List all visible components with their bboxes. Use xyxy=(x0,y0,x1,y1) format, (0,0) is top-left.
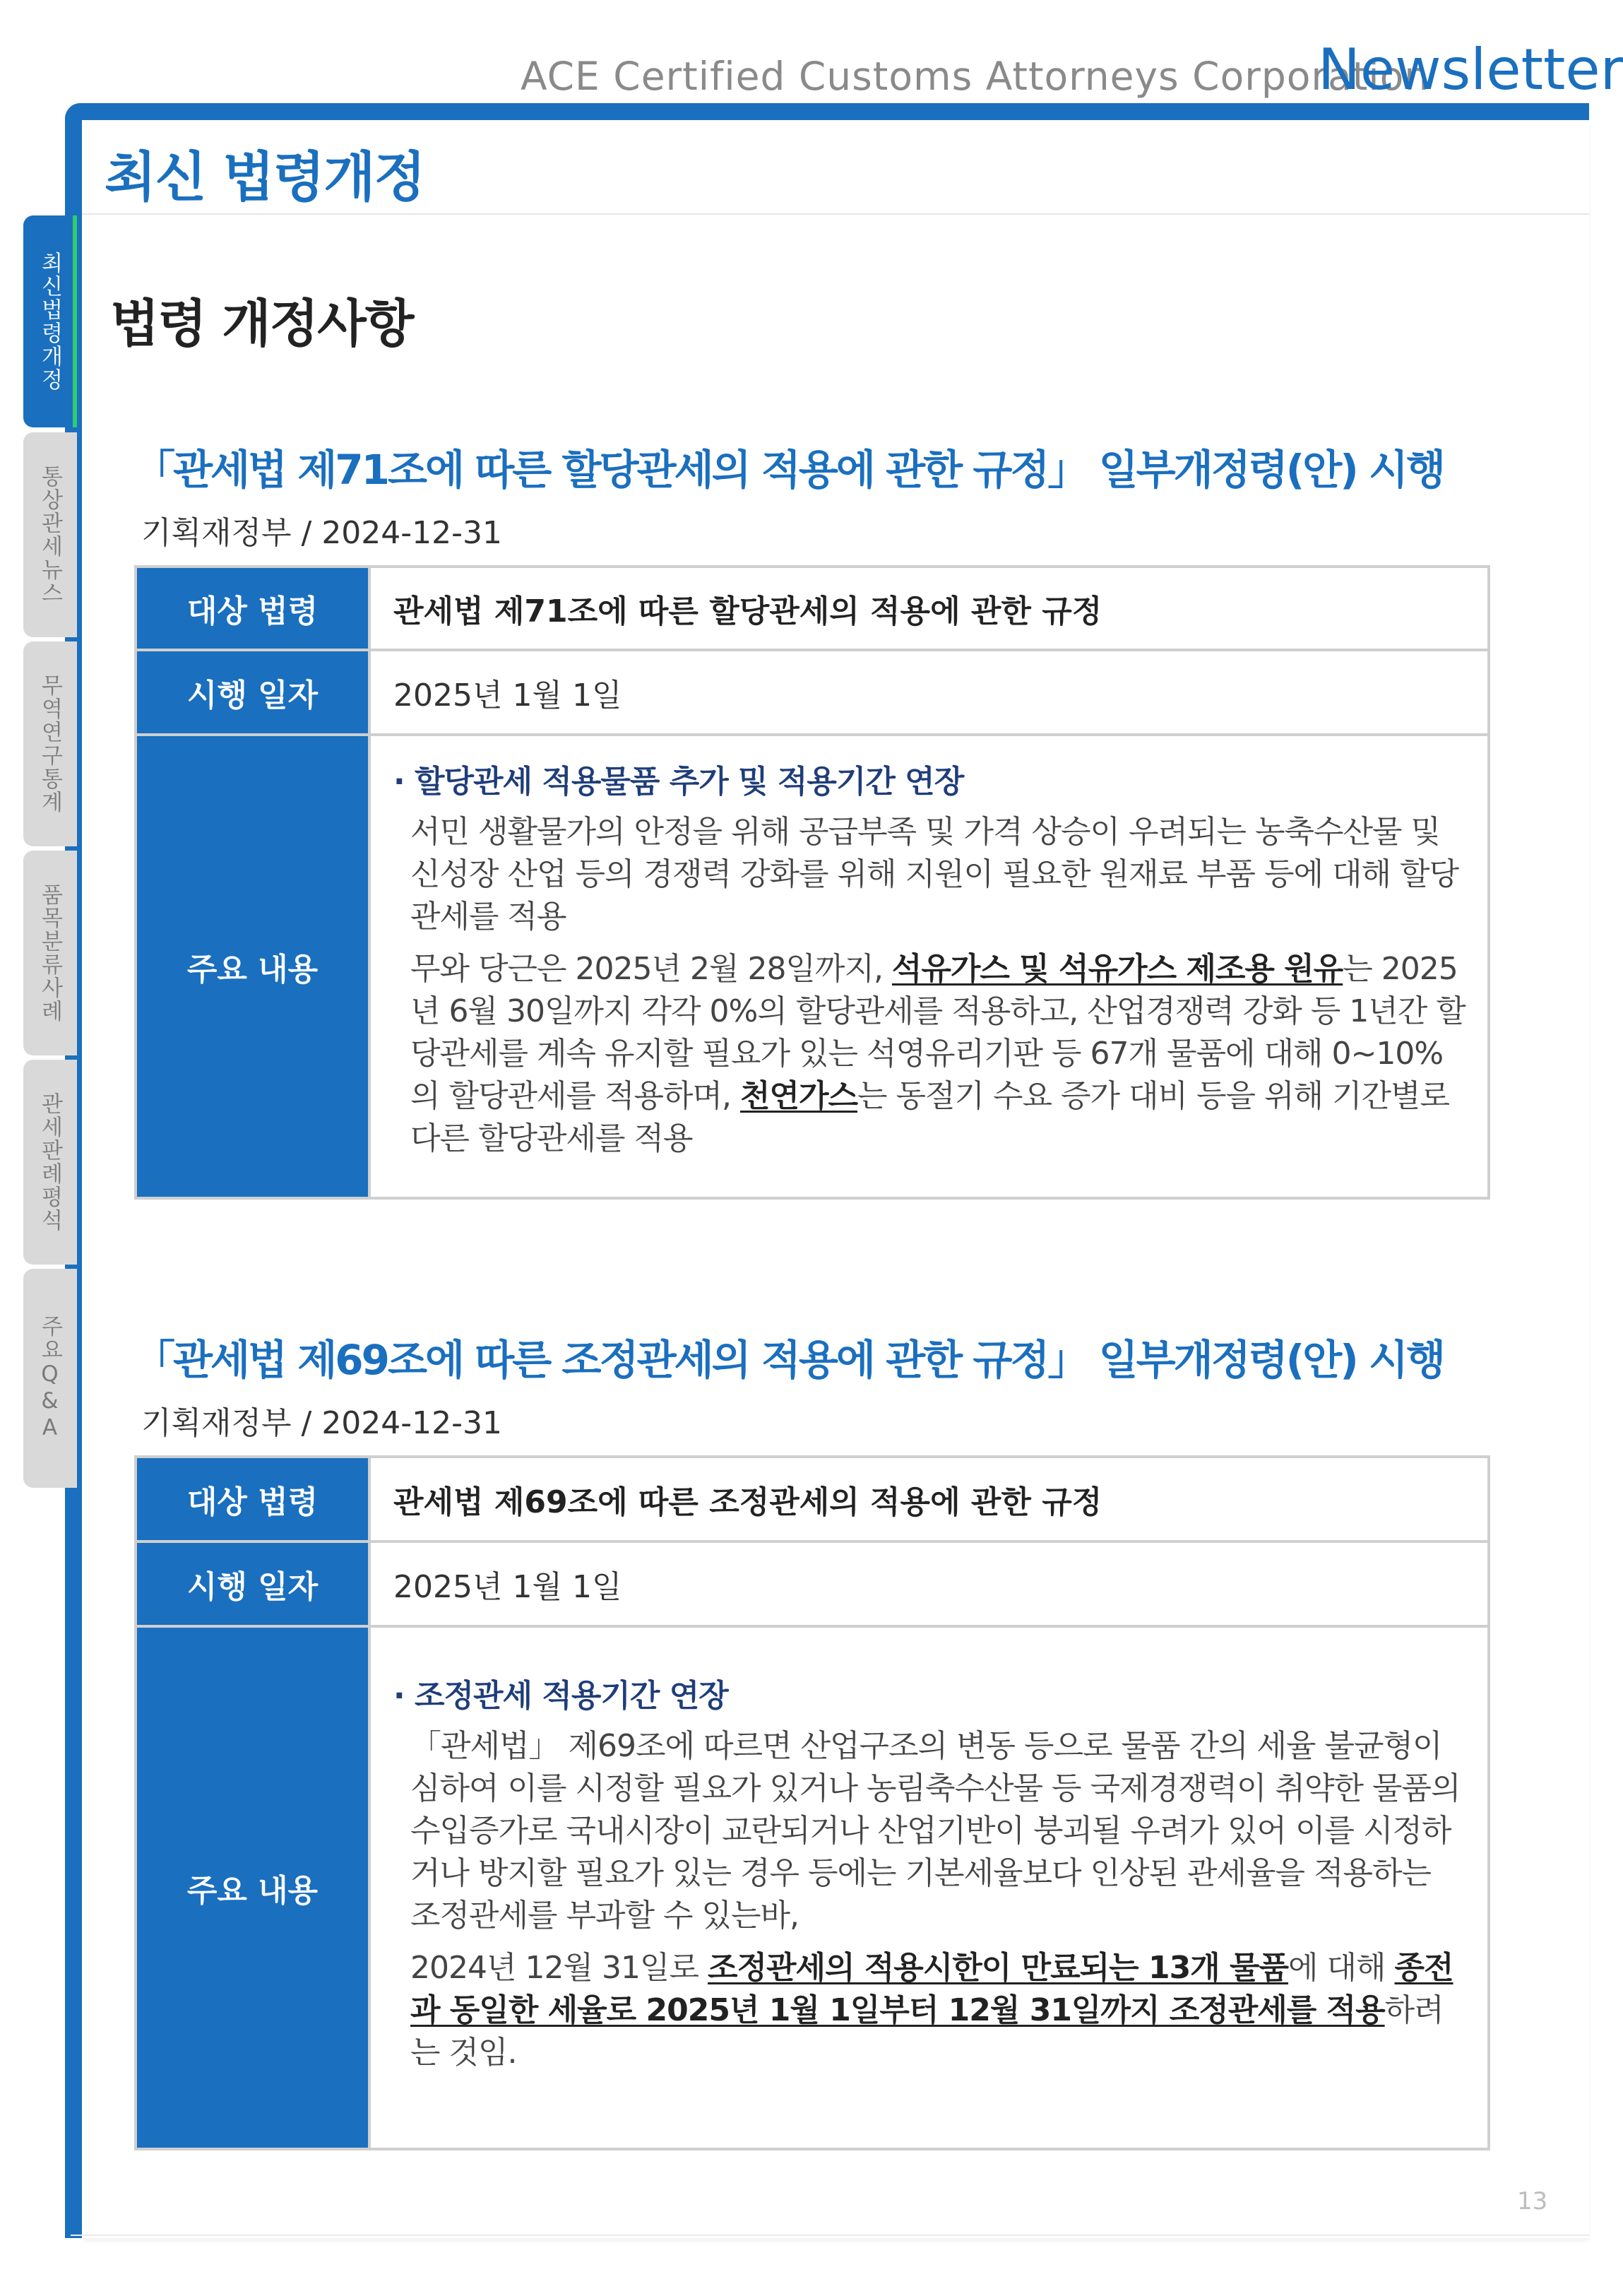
target-law-label: 대상 법령 xyxy=(136,567,369,650)
content-bullet: · 조정관세 적용기간 연장 xyxy=(393,1678,728,1714)
content-bullet: · 할당관세 적용물품 추가 및 적용기간 연장 xyxy=(393,764,964,800)
tab-label: 품목분류사례 xyxy=(37,883,63,1023)
amendment-meta: 기획재정부 / 2024-12-31 xyxy=(141,1405,503,1441)
tab-label: 최신법령개정 xyxy=(37,252,63,391)
company-name: ACE Certified Customs Attorneys Corporation xyxy=(521,54,1430,99)
amendment-meta: 기획재정부 / 2024-12-31 xyxy=(141,515,503,551)
effective-date-label: 시행 일자 xyxy=(136,1541,369,1626)
main-content xyxy=(369,1626,1489,2149)
page-number: 13 xyxy=(1517,2187,1548,2215)
tab-trade-customs-news[interactable] xyxy=(23,432,77,637)
underlined-item: 종전과 동일한 세율로 2025년 1월 1일부터 12월 31일까지 조정관세를 적용 xyxy=(410,1950,1453,2028)
amendment-title: 「관세법 제69조에 따른 조정관세의 적용에 관한 규정」 일부개정령(안) 시행 xyxy=(134,1336,1444,1384)
underlined-item: 조정관세의 적용시한이 만료되는 13개 물품 xyxy=(707,1950,1289,1986)
amendment-table xyxy=(134,565,1490,1200)
newsletter-label: Newsletter xyxy=(1318,37,1623,102)
sub-heading: 법령 개정사항 xyxy=(110,294,413,353)
content-paragraph: 무와 당근은 2025년 2월 28일까지, 석유가스 및 석유가스 제조용 원유는 2025년 6월 30일까지 각각 0%의 할당관세를 적용하고, 산업경쟁력 강화 등 1년간 할당관세를 계속 유지할 필요가 있는 석영유리기판 등 67개 물품에 대해 0~10%의 할당관세를 적용하며, 천연가스는 동절기 수요 증가 대비 등을 위해 기간별로 다른 할당관세를 적용 xyxy=(410,951,1466,1156)
effective-date-label: 시행 일자 xyxy=(136,650,369,735)
tab-label: 무역연구통계 xyxy=(37,674,63,814)
main-content xyxy=(369,735,1489,1198)
section-title: 최신 법령개정 xyxy=(105,146,424,208)
tab-label: 통상관세뉴스 xyxy=(37,465,63,605)
tab-label: 관세판례평석 xyxy=(37,1092,63,1232)
underlined-item: 석유가스 및 석유가스 제조용 원유 xyxy=(891,951,1343,987)
content-paragraph: 서민 생활물가의 안정을 위해 공급부족 및 가격 상승이 우려되는 농축수산물 및 신성장 산업 등의 경쟁력 강화를 위해 지원이 필요한 원재료 부품 등에 대해 할당관세를 적용 xyxy=(410,814,1458,935)
tab-main-qa[interactable] xyxy=(23,1269,77,1488)
tab-customs-case-review[interactable] xyxy=(23,1060,77,1265)
underlined-item: 천연가스 xyxy=(739,1078,857,1114)
tab-latest-law-amendments[interactable] xyxy=(23,215,77,427)
bottom-divider xyxy=(71,2235,1589,2236)
main-content-label: 주요 내용 xyxy=(136,735,369,1198)
tab-trade-research-statistics[interactable] xyxy=(23,641,77,846)
content-paragraph: 「관세법」 제69조에 따르면 산업구조의 변동 등으로 물품 간의 세율 불균형이 심하여 이를 시정할 필요가 있거나 농림축수산물 등 국제경쟁력이 취약한 물품의 수입증가로 국내시장이 교란되거나 산업기반이 붕괴될 우려가 있어 이를 시정하거나 방지할 필요가 있는 경우 등에는 기본세율보다 인상된 관세율을 적용하는 조정관세를 부과할 수 있는바, xyxy=(410,1728,1461,1934)
target-law-label: 대상 법령 xyxy=(136,1457,369,1541)
effective-date-value: 2025년 1월 1일 xyxy=(369,1541,1489,1626)
target-law-value: 관세법 제71조에 따른 할당관세의 적용에 관한 규정 xyxy=(369,567,1489,650)
effective-date-value: 2025년 1월 1일 xyxy=(369,650,1489,735)
main-content-label: 주요 내용 xyxy=(136,1626,369,2149)
amendment-table xyxy=(134,1455,1490,2150)
amendment-title: 「관세법 제71조에 따른 할당관세의 적용에 관한 규정」 일부개정령(안) 시행 xyxy=(134,446,1444,494)
title-divider xyxy=(82,213,1589,215)
target-law-value: 관세법 제69조에 따른 조정관세의 적용에 관한 규정 xyxy=(369,1457,1489,1541)
tab-label: 주요Q&A xyxy=(37,1315,63,1442)
frame-top-bar xyxy=(65,103,1589,120)
content-paragraph: 2024년 12월 31일로 조정관세의 적용시한이 만료되는 13개 물품에 대해 종전과 동일한 세율로 2025년 1월 1일부터 12월 31일까지 조정관세를 적용하려는 것임. xyxy=(410,1950,1453,2071)
tab-classification-cases[interactable] xyxy=(23,851,77,1055)
